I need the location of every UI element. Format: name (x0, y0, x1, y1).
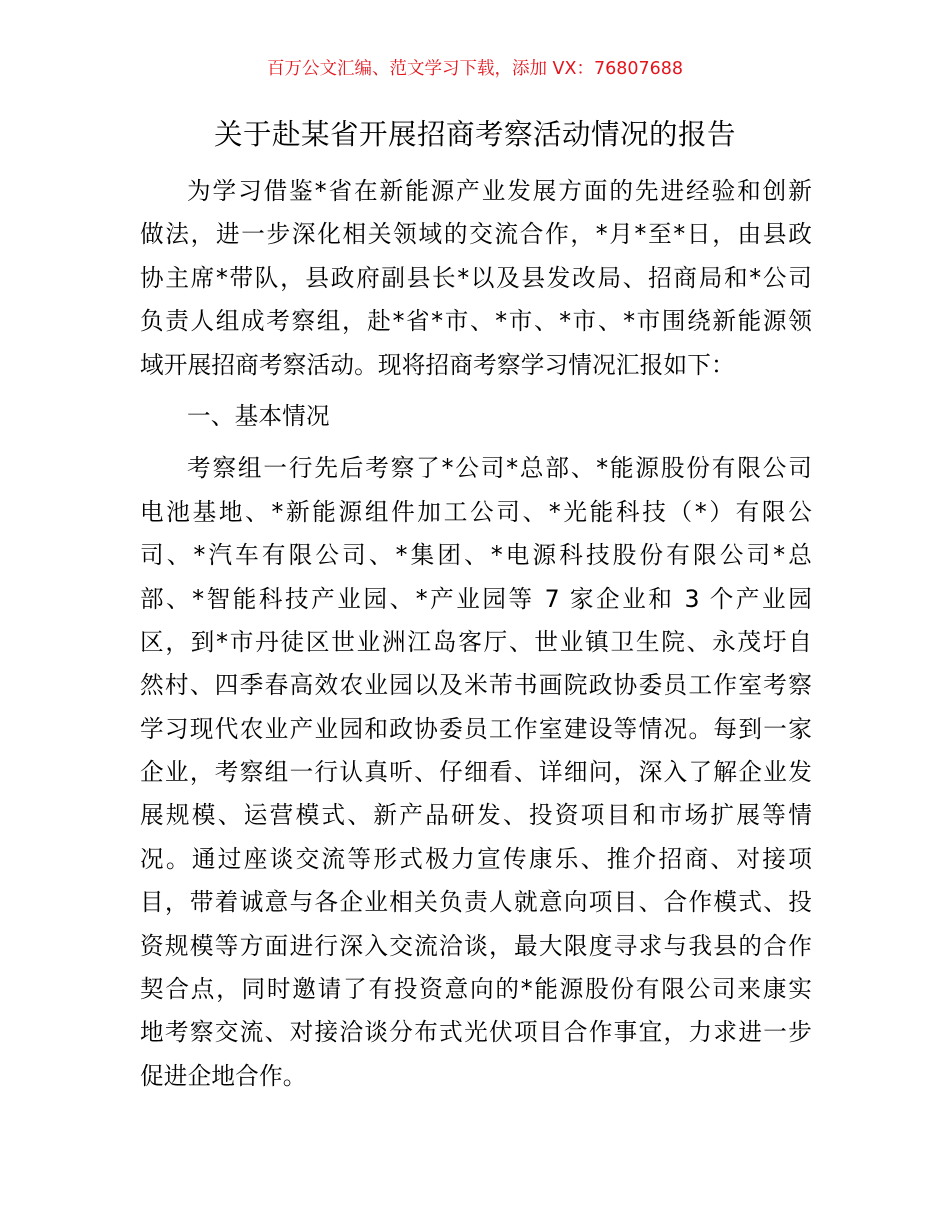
section-heading-text: 一、基本情况 (187, 401, 330, 430)
intro-paragraph (140, 170, 812, 387)
paragraph-line: 企业，考察组一行认真听、仔细看、详细问，深入了解企业发 (140, 758, 812, 787)
paragraph-line: 况。通过座谈交流等形式极力宣传康乐、推介招商、对接项 (140, 844, 812, 873)
document-title: 关于赴某省开展招商考察活动情况的报告 (213, 118, 736, 151)
paragraph-line: 目，带着诚意与各企业相关负责人就意向项目、合作模式、投 (140, 888, 812, 917)
paragraph-line: 展规模、运营模式、新产品研发、投资项目和市场扩展等情 (140, 801, 812, 830)
paragraph-line: 为学习借鉴*省在新能源产业发展方面的先进经验和创新 (187, 177, 812, 205)
paragraph-line: 部、*智能科技产业园、*产业园等 7 家企业和 3 个产业园 (140, 584, 812, 613)
paragraph-line: 学习现代农业产业园和政协委员工作室建设等情况。每到一家 (140, 714, 812, 743)
paragraph-line: 负责人组成考察组，赴*省*市、*市、*市、*市围绕新能源领 (140, 307, 812, 336)
paragraph-line: 考察组一行先后考察了*公司*总部、*能源股份有限公司 (187, 454, 812, 483)
paragraph-line: 司、*汽车有限公司、*集团、*电源科技股份有限公司*总 (140, 541, 812, 570)
paragraph-line: 做法，进一步深化相关领域的交流合作，*月*至*日，由县政 (140, 220, 812, 249)
basic-situation-paragraph (140, 447, 812, 1098)
paragraph-line: 域开展招商考察活动。现将招商考察学习情况汇报如下： (140, 350, 735, 379)
paragraph-line: 资规模等方面进行深入交流洽谈，最大限度寻求与我县的合作 (140, 931, 812, 960)
paragraph-line: 促进企地合作。 (140, 1061, 307, 1090)
watermark-banner: 百万公文汇编、范文学习下载，添加 VX：76807688 (266, 59, 684, 79)
section-heading (140, 395, 812, 438)
paragraph-line: 电池基地、*新能源组件加工公司、*光能科技（*）有限公 (140, 497, 812, 526)
paragraph-line: 契合点，同时邀请了有投资意向的*能源股份有限公司来康实 (140, 975, 812, 1004)
document-body (140, 170, 812, 1098)
paragraph-line: 区，到*市丹徒区世业洲江岛客厅、世业镇卫生院、永茂圩自 (140, 627, 812, 656)
paragraph-line: 然村、四季春高效农业园以及米芾书画院政协委员工作室考察 (140, 671, 812, 700)
paragraph-line: 地考察交流、对接洽谈分布式光伏项目合作事宜，力求进一步 (140, 1018, 812, 1047)
paragraph-line: 协主席*带队，县政府副县长*以及县发改局、招商局和*公司 (140, 263, 812, 292)
